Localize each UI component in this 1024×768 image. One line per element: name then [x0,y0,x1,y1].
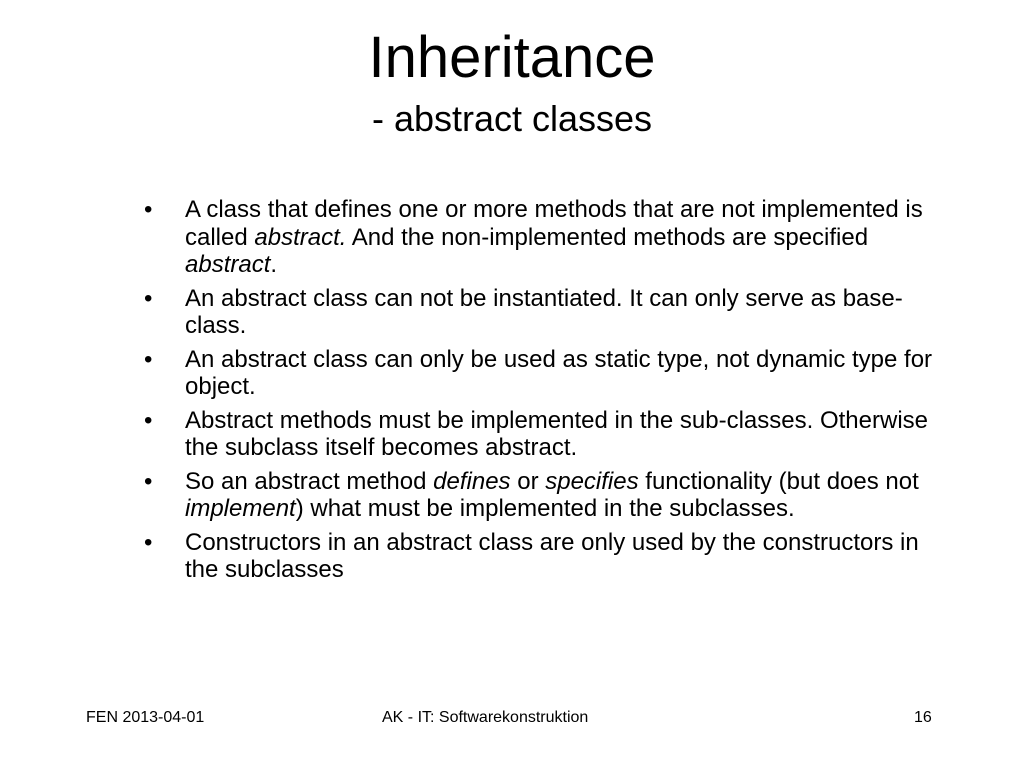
bullet-mark: • [144,528,153,556]
slide-subtitle: - abstract classes [371,98,653,139]
bullet-item [144,196,934,279]
bullet-emphasis: abstract. [254,223,347,251]
footer-date: FEN 2013-04-01 [86,709,205,726]
bullet-emphasis: specifies [545,467,639,495]
bullet-emphasis: implement [185,495,296,522]
slide-title: Inheritance [368,25,656,90]
bullet-mark: • [144,196,153,223]
bullet-segment: And the non-implemented methods are specified [346,223,869,251]
bullet-segment: An abstract class can not be instantiated. It can only serve as base-class. [185,284,903,339]
bullet-text [185,346,932,401]
bullet-mark: • [144,284,153,312]
bullet-segment: So an abstract method [185,467,434,495]
bullet-segment: An abstract class can only be used as static type, not dynamic type for object. [185,345,933,400]
bullet-segment: . [270,251,278,278]
bullet-emphasis: defines [433,467,511,495]
bullet-segment: A class that defines one or more methods that are not implemented is called [185,196,923,251]
bullet-list [144,196,934,590]
bullet-text [185,196,923,278]
bullet-item [144,529,934,584]
bullet-item [144,346,934,401]
footer-page-number: 16 [914,709,932,726]
bullet-emphasis: abstract [185,251,271,278]
bullet-mark: • [144,345,153,373]
bullet-text [185,529,919,584]
bullet-text [185,285,903,340]
bullet-item [144,285,934,340]
bullet-segment: or [510,467,546,495]
footer-course: AK - IT: Softwarekonstruktion [382,709,589,726]
bullet-segment: Abstract methods must be implemented in the sub-classes. Otherwise the subclass itself becomes abstract. [185,406,928,461]
bullet-text [185,468,919,523]
bullet-segment: ) what must be implemented in the subclasses. [295,495,795,522]
bullet-text [185,407,928,462]
bullet-mark: • [144,467,153,495]
bullet-mark: • [144,406,153,434]
bullet-segment: functionality (but does not [638,467,919,495]
bullet-segment: Constructors in an abstract class are only used by the constructors in the subclasses [185,528,919,583]
bullet-item [144,407,934,462]
bullet-item [144,468,934,523]
